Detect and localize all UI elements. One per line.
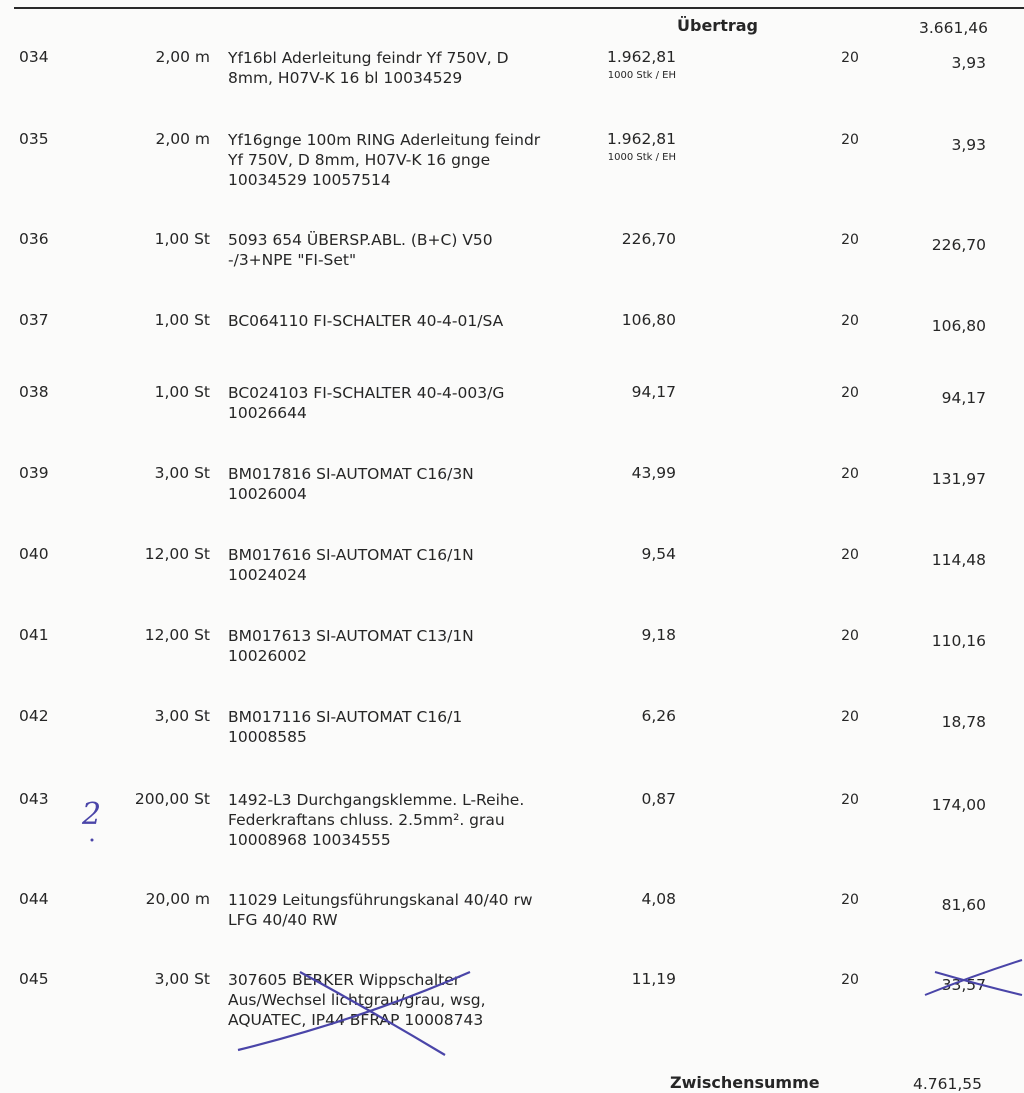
item-quantity: 12,00 St bbox=[144, 545, 210, 563]
item-description bbox=[228, 890, 578, 930]
item-description-line: BC064110 FI-SCHALTER 40-4-01/SA bbox=[228, 312, 504, 330]
item-description-line: -/3+NPE "FI-Set" bbox=[228, 251, 357, 269]
item-position: 036 bbox=[19, 230, 49, 248]
item-total: 81,60 bbox=[941, 896, 986, 914]
item-description-line: Federkraftans chluss. 2.5mm². grau bbox=[228, 811, 505, 829]
pen-dot bbox=[91, 839, 94, 842]
item-tax-rate: 20 bbox=[841, 313, 859, 329]
item-unit-price: 1.962,81 bbox=[606, 130, 676, 148]
item-description-line: Yf16gnge 100m RING Aderleitung feindr bbox=[228, 131, 541, 149]
item-description-line: 10024024 bbox=[228, 566, 307, 584]
item-quantity: 20,00 m bbox=[145, 890, 210, 908]
item-tax-rate: 20 bbox=[841, 132, 859, 148]
item-description bbox=[228, 707, 578, 747]
zwischensumme-label: Zwischensumme bbox=[670, 1073, 820, 1092]
item-quantity: 3,00 St bbox=[154, 970, 210, 988]
item-description bbox=[228, 790, 578, 850]
item-description bbox=[228, 545, 578, 585]
item-quantity: 200,00 St bbox=[134, 790, 210, 808]
item-tax-rate: 20 bbox=[841, 709, 859, 725]
item-description-line: 10026002 bbox=[228, 647, 307, 665]
item-position: 034 bbox=[19, 48, 49, 66]
item-description-line: 10034529 10057514 bbox=[228, 171, 391, 189]
item-unit-price: 6,26 bbox=[641, 707, 676, 725]
item-total: 106,80 bbox=[931, 317, 986, 335]
item-quantity: 12,00 St bbox=[144, 626, 210, 644]
item-description-line: 10026644 bbox=[228, 404, 307, 422]
item-quantity: 1,00 St bbox=[154, 230, 210, 248]
item-description-line: BC024103 FI-SCHALTER 40-4-003/G bbox=[228, 384, 505, 402]
item-description-line: 10008585 bbox=[228, 728, 307, 746]
handwritten-mark: 2 bbox=[82, 797, 102, 832]
item-description-line: Aus/Wechsel lichtgrau/grau, wsg, bbox=[228, 991, 486, 1009]
item-unit-price: 11,19 bbox=[631, 970, 676, 988]
item-unit-price: 226,70 bbox=[621, 230, 676, 248]
item-total: 174,00 bbox=[931, 796, 986, 814]
zwischensumme-value: 4.761,55 bbox=[912, 1075, 982, 1093]
item-tax-rate: 20 bbox=[841, 466, 859, 482]
item-quantity: 2,00 m bbox=[155, 130, 210, 148]
item-description bbox=[228, 626, 578, 666]
item-quantity: 3,00 St bbox=[154, 464, 210, 482]
item-price-unit: 1000 Stk / EH bbox=[607, 152, 676, 163]
item-description-line: 8mm, H07V-K 16 bl 10034529 bbox=[228, 69, 463, 87]
item-unit-price: 0,87 bbox=[641, 790, 676, 808]
item-unit-price: 4,08 bbox=[641, 890, 676, 908]
item-position: 044 bbox=[19, 890, 49, 908]
item-description-line: 10008968 10034555 bbox=[228, 831, 391, 849]
item-description-line: 307605 BERKER Wippschalter bbox=[228, 971, 461, 989]
item-unit-price: 94,17 bbox=[631, 383, 676, 401]
item-tax-rate: 20 bbox=[841, 547, 859, 563]
item-position: 045 bbox=[19, 970, 49, 988]
item-description-line: BM017613 SI-AUTOMAT C13/1N bbox=[228, 627, 474, 645]
item-total: 114,48 bbox=[931, 551, 986, 569]
item-description bbox=[228, 383, 578, 423]
item-position: 041 bbox=[19, 626, 49, 644]
item-tax-rate: 20 bbox=[841, 792, 859, 808]
item-position: 035 bbox=[19, 130, 49, 148]
item-description-line: Yf 750V, D 8mm, H07V-K 16 gnge bbox=[228, 151, 491, 169]
item-unit-price: 9,54 bbox=[641, 545, 676, 563]
item-total: 110,16 bbox=[931, 632, 986, 650]
item-tax-rate: 20 bbox=[841, 50, 859, 66]
item-description-line: BM017816 SI-AUTOMAT C16/3N bbox=[228, 465, 474, 483]
top-rule bbox=[14, 7, 1024, 9]
item-description bbox=[228, 970, 578, 1030]
item-tax-rate: 20 bbox=[841, 232, 859, 248]
item-total: 226,70 bbox=[931, 236, 986, 254]
item-tax-rate: 20 bbox=[841, 628, 859, 644]
item-tax-rate: 20 bbox=[841, 972, 859, 988]
item-tax-rate: 20 bbox=[841, 892, 859, 908]
item-description bbox=[228, 130, 578, 190]
item-unit-price: 43,99 bbox=[631, 464, 676, 482]
uebertrag-label: Übertrag bbox=[677, 16, 758, 35]
item-quantity: 3,00 St bbox=[154, 707, 210, 725]
item-position: 039 bbox=[19, 464, 49, 482]
item-description-line: 1492-L3 Durchgangsklemme. L-Reihe. bbox=[228, 791, 525, 809]
item-description-line: BM017616 SI-AUTOMAT C16/1N bbox=[228, 546, 474, 564]
item-description bbox=[228, 311, 578, 331]
item-position: 042 bbox=[19, 707, 49, 725]
item-total: 33,57 bbox=[941, 976, 986, 994]
item-description-line: 10026004 bbox=[228, 485, 307, 503]
item-description bbox=[228, 230, 578, 270]
item-position: 037 bbox=[19, 311, 49, 329]
item-total: 131,97 bbox=[931, 470, 986, 488]
item-position: 043 bbox=[19, 790, 49, 808]
item-quantity: 2,00 m bbox=[155, 48, 210, 66]
item-description-line: BM017116 SI-AUTOMAT C16/1 bbox=[228, 708, 463, 726]
item-unit-price: 1.962,81 bbox=[606, 48, 676, 66]
item-unit-price: 9,18 bbox=[641, 626, 676, 644]
item-description-line: LFG 40/40 RW bbox=[228, 911, 338, 929]
item-total: 94,17 bbox=[941, 389, 986, 407]
item-quantity: 1,00 St bbox=[154, 311, 210, 329]
item-tax-rate: 20 bbox=[841, 385, 859, 401]
item-description-line: 11029 Leitungsführungskanal 40/40 rw bbox=[228, 891, 533, 909]
item-description-line: AQUATEC, IP44 BFRAP 10008743 bbox=[228, 1011, 484, 1029]
item-total: 3,93 bbox=[951, 136, 986, 154]
item-quantity: 1,00 St bbox=[154, 383, 210, 401]
item-price-unit: 1000 Stk / EH bbox=[607, 70, 676, 81]
item-position: 040 bbox=[19, 545, 49, 563]
item-total: 18,78 bbox=[941, 713, 986, 731]
item-description-line: 5093 654 ÜBERSP.ABL. (B+C) V50 bbox=[228, 231, 493, 249]
item-position: 038 bbox=[19, 383, 49, 401]
uebertrag-value: 3.661,46 bbox=[918, 19, 988, 37]
item-description bbox=[228, 48, 578, 88]
item-unit-price: 106,80 bbox=[621, 311, 676, 329]
item-description-line: Yf16bl Aderleitung feindr Yf 750V, D bbox=[228, 49, 509, 67]
item-total: 3,93 bbox=[951, 54, 986, 72]
item-description bbox=[228, 464, 578, 504]
